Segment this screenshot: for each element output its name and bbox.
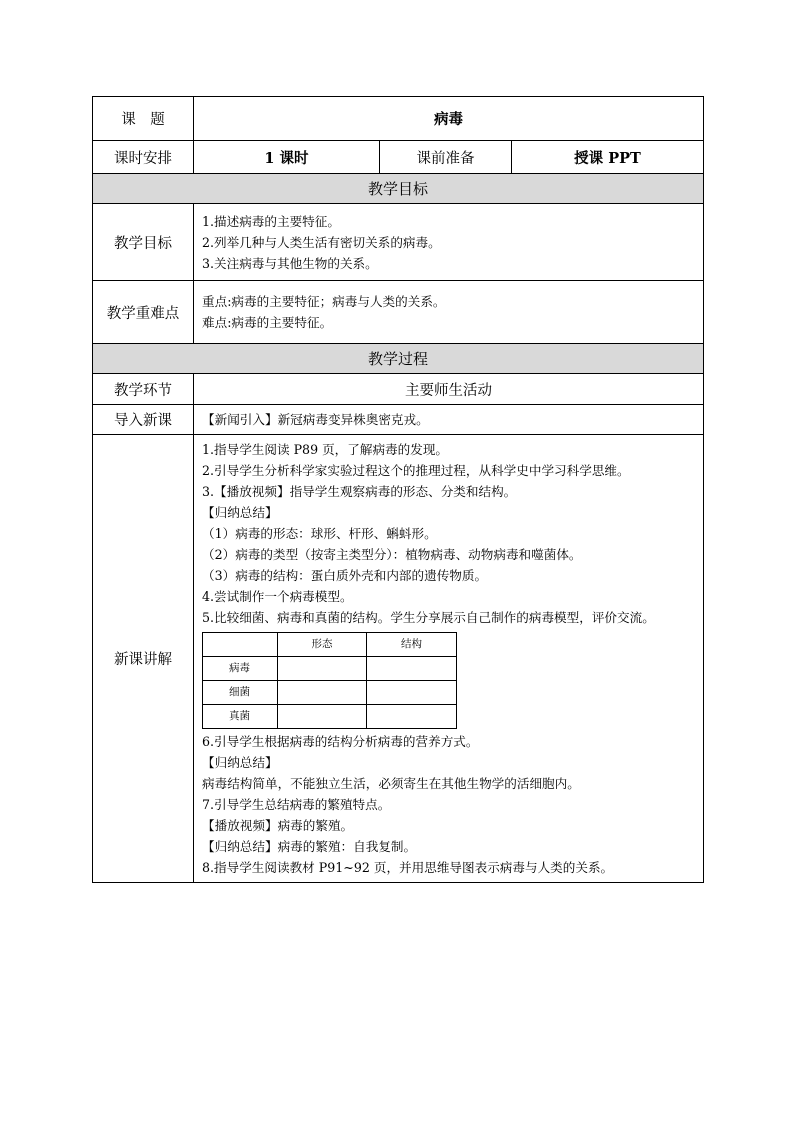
lesson-line: （2）病毒的类型（按寄主类型分）：植物病毒、动物病毒和噬菌体。 [202, 547, 582, 562]
key-points-label: 教学重难点 [93, 281, 194, 344]
lesson-plan-table [92, 96, 704, 883]
goal-item: 2.列举几种与人类生活有密切关系的病毒。 [202, 234, 441, 250]
intro-row [93, 405, 704, 435]
topic-row [93, 97, 704, 141]
goals-content [194, 204, 704, 281]
goals-label: 教学目标 [93, 204, 194, 281]
comparison-cell [367, 681, 457, 705]
comparison-cell [367, 705, 457, 729]
goals-section-row [93, 174, 704, 204]
lesson-line: 【播放视频】病毒的繁殖。 [202, 818, 354, 833]
comparison-row [203, 705, 457, 729]
topic-label: 课 题 [93, 97, 194, 141]
comparison-header-cell: 形态 [278, 633, 367, 657]
period-value: 1 课时 [194, 141, 380, 174]
process-header-row [93, 374, 704, 405]
lesson-line: 8.指导学生阅读教材 P91~92 页，并用思维导图表示病毒与人类的关系。 [202, 860, 614, 875]
comparison-row [203, 657, 457, 681]
lesson-line: 【归纳总结】 [202, 755, 278, 770]
process-col1-header: 教学环节 [93, 374, 194, 405]
lesson-line: 5.比较细菌、病毒和真菌的结构。学生分享展示自己制作的病毒模型，评价交流。 [202, 610, 655, 625]
goals-section-title: 教学目标 [93, 174, 704, 204]
comparison-row-label: 真菌 [203, 705, 278, 729]
lesson-content [194, 435, 704, 883]
key-points-content [194, 281, 704, 344]
comparison-row-label: 细菌 [203, 681, 278, 705]
lesson-label: 新课讲解 [93, 435, 194, 883]
comparison-header-cell: 结构 [367, 633, 457, 657]
lesson-line: 4.尝试制作一个病毒模型。 [202, 589, 353, 604]
prep-value: 授课 PPT [512, 141, 704, 174]
comparison-cell [367, 657, 457, 681]
lesson-line: （1）病毒的形态：球形、杆形、蝌蚪形。 [202, 526, 437, 541]
comparison-row-label: 病毒 [203, 657, 278, 681]
comparison-table [202, 632, 457, 729]
topic-value: 病毒 [194, 97, 704, 141]
key-point-item: 重点:病毒的主要特征；病毒与人类的关系。 [202, 294, 446, 309]
lesson-row [93, 435, 704, 883]
goal-item: 1.描述病毒的主要特征。 [202, 213, 340, 229]
key-points-row [93, 281, 704, 344]
goal-item: 3.关注病毒与其他生物的关系。 [202, 255, 378, 271]
comparison-row [203, 681, 457, 705]
comparison-cell [278, 681, 367, 705]
lesson-line: 6.引导学生根据病毒的结构分析病毒的营养方式。 [202, 734, 479, 749]
lesson-line: 1.指导学生阅读 P89 页，了解病毒的发现。 [202, 442, 449, 457]
process-section-title: 教学过程 [93, 344, 704, 374]
comparison-cell [278, 705, 367, 729]
lesson-line: 2.引导学生分析科学家实验过程这个的推理过程，从科学史中学习科学思维。 [202, 463, 630, 478]
prep-label: 课前准备 [380, 141, 512, 174]
goals-row [93, 204, 704, 281]
process-col2-header: 主要师生活动 [194, 374, 704, 405]
intro-text: 【新闻引入】新冠病毒变异株奥密克戎。 [194, 405, 704, 435]
comparison-header-cell [203, 633, 278, 657]
lesson-line: 7.引导学生总结病毒的繁殖特点。 [202, 797, 391, 812]
process-section-row [93, 344, 704, 374]
lesson-line: 3.【播放视频】指导学生观察病毒的形态、分类和结构。 [202, 484, 517, 499]
lesson-line: 【归纳总结】病毒的繁殖：自我复制。 [202, 839, 417, 854]
lesson-line: 【归纳总结】 [202, 505, 278, 520]
intro-label: 导入新课 [93, 405, 194, 435]
lesson-line: 病毒结构简单，不能独立生活，必须寄生在其他生物学的活细胞内。 [202, 776, 580, 791]
comparison-cell [278, 657, 367, 681]
period-label: 课时安排 [93, 141, 194, 174]
key-point-item: 难点:病毒的主要特征。 [202, 315, 333, 330]
comparison-header-row [203, 633, 457, 657]
period-row [93, 141, 704, 174]
lesson-line: （3）病毒的结构：蛋白质外壳和内部的遗传物质。 [202, 568, 488, 583]
